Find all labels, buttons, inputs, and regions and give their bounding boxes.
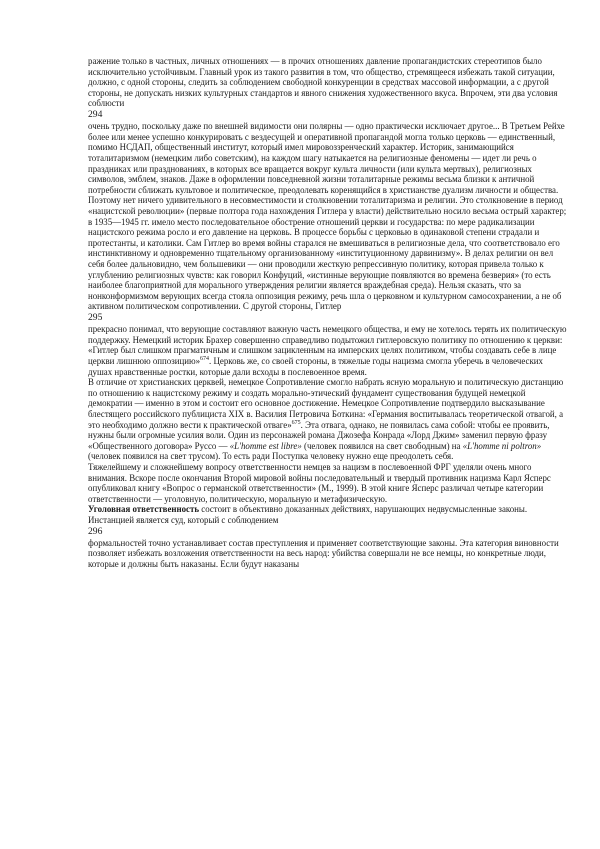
paragraph	[88, 462, 568, 504]
text-run: очень трудно, поскольку даже по внешней видимости они полярны — одно практически исключает другое... В Третьем Рейхе более или менее успешно конкурировать с вездесущей и оперативной пропагандой могла только церковь — единственный, помимо НСДАП, общественный институт, который имел мировоззренческий характер. Историк, занимающийся тоталитаризмом (немецким либо советским), на каждом шагу натыкается на религиозные феномены — идет ли речь о праздниках или празднованиях, в которых все вращается вокруг культа личности (или культа мертвых), религиозных символов, эмблем, знаков. Даже в оформлении повседневной жизни тоталитарные режимы весьма близки к античной потребности сближать культовое и политическое, преодолевать коренящийся в христианстве дуализм личности и общества. Поэтому нет ничего удивительного в несовместимости и столкновении тоталитаризма и религии. Это столкновение в период «нацистской революции» (первые полтора года нахождения Гитлера у власти) действительно носило весьма острый характер; в 1935—1945 гг. имело место последовательное обострение отношений церкви и государства: по мере радикализации нацистского режима росло и его давление на церковь. В процессе борьбы с церковью в одинаковой степени страдали и протестанты, и католики. Сам Гитлер во время войны старался не вмешиваться в религиозные дела, что соответствовало его инстинктивному и одновременно тщательному организованному «институционному дарвинизму». В делах религии он вел себя более дальновидно, чем большевики — они проводили жесткую репрессивную политику, которая привела только к углублению религиозных чувств: как говорил Конфуций, «истинные верующие появляются во времена безверия» (то есть наиболее благоприятной для морального утверждения религии является враждебная среда). Нельзя сказать, что за нонконформизмом верующих всегда стояла оппозиция режиму, речь шла о церковном и культурном самосохранении, а не об активном политическом сопротивлении. С другой стороны, Гитлер	[88, 121, 567, 312]
italic-phrase: «L'homme ni poltron»	[462, 440, 542, 451]
paragraph	[88, 121, 568, 312]
text-run: . Церковь же, со своей стороны, в тяжелые годы нацизма смогла уберечь в человеческих душах нравственные ростки, которые дали всходы в послевоенное время.	[88, 356, 543, 377]
bold-term: Уголовная ответственность	[88, 504, 200, 515]
text-run: Тяжелейшему и сложнейшему вопросу ответственности немцев за нацизм в послевоенной ФРГ уделяли очень много внимания. Вскоре после окончания Второй мировой войны последовательный и твердый противник нацизма Карл Ясперс опубликовал книгу «Вопрос о германской ответственности» (М., 1999). В этой книге Ясперс различал четыре категории ответственности — уголовную, политическую, моральную и метафизическую.	[88, 461, 551, 504]
text-run: (человек появился на свет трусом). То есть ради Поступка человеку нужно еще преодолеть себя.	[88, 451, 454, 462]
footnote-ref: 675	[291, 419, 301, 426]
page-number: 296	[88, 525, 103, 537]
text-run: формальностей точно устанавливает состав преступления и применяет соответствующие законы. Эта категория виновности позволяет избежать возложения ответственности на весь народ: убийства совершали не все немцы, но конкретные люди, которые и должны быть наказаны. Если будут наказаны	[88, 537, 559, 570]
italic-phrase: «L'homme est libre»	[229, 440, 302, 451]
text-run: (человек появился на свет свободным) на	[301, 440, 463, 451]
page-number: 295	[88, 311, 103, 323]
text-run: состоит в объективно доказанных действиях, нарушающих недвусмысленные законы. Инстанцией является суд, который с соблюдением	[88, 504, 528, 525]
footnote-ref: 674	[200, 356, 210, 363]
text-run: прекрасно понимал, что верующие составляют важную часть немецкого общества, и ему не хотелось терять их политическую поддержку. Немецкий историк Брахер совершенно справедливо подытожил гитлеровскую политику по отношению к церкви: «Гитлер был слишком прагматичным и слишком зацикленным на имперских целях политиком, чтобы создавать себе в лице церкви лишнюю оппозицию»	[88, 324, 567, 367]
document-page	[88, 56, 568, 570]
text-run: . Эта отвага, однако, не появилась сама собой: чтобы ее проявить, нужны были огромные усилия воли. Один из персонажей романа Джозефа Конрада «Лорд Джим» заменил первую фразу «Общественного договора» Руссо —	[88, 419, 550, 451]
paragraph	[88, 538, 568, 570]
paragraph	[88, 504, 568, 525]
page-number: 294	[88, 108, 103, 120]
text-run: ражение только в частных, личных отношениях — в прочих отношениях давление пропагандистских стереотипов было исключительно устойчивым. Главный урок из такого развития в том, что общество, стремящееся избежать такой ситуации, должно, с одной стороны, следить за соблюдением свободной конкуренции в средствах массовой информации, а с другой стороны, не допускать низких культурных стандартов и явного снижения художественного вкуса. Впрочем, эти два условия соблюсти	[88, 56, 558, 109]
paragraph	[88, 56, 568, 109]
paragraph	[88, 377, 568, 462]
paragraph	[88, 324, 568, 377]
text-run: В отличие от христианских церквей, немецкое Сопротивление смогло набрать ясную моральную и политическую дистанцию по отношению к нацистскому режиму и создать морально-этический фундамент существования будущей немецкой демократии — именно в этом и состоит его основное достижение. Немецкое Сопротивление подтвердило высказывание блестящего российского публициста XIX в. Василия Петровича Боткина: «Германия воспитывалась теоретической отвагой, а это необходимо должно вести к практической отваге»	[88, 377, 564, 430]
